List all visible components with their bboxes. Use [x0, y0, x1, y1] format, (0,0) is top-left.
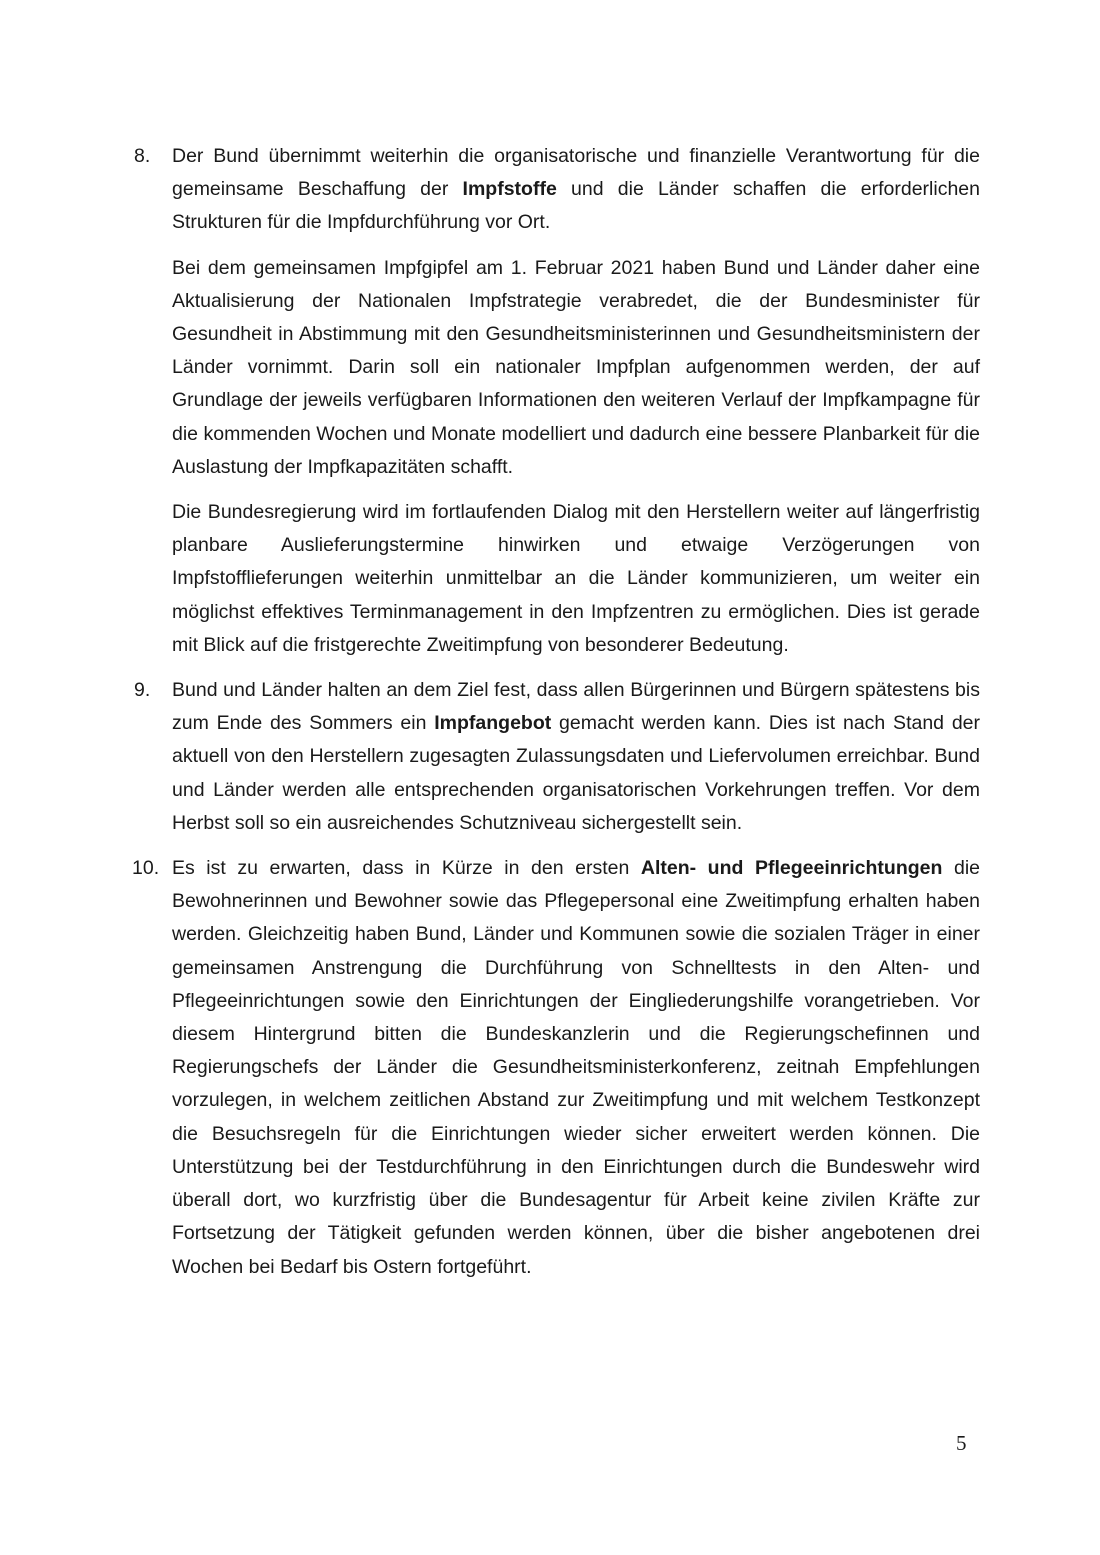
bold-term: Impfstoffe	[462, 178, 557, 201]
text-run: Bei dem gemeinsamen Impfgipfel am 1. Februar 2021 haben Bund und Länder daher eine Aktualisierung der Nationalen Impfstrategie verabredet, die der Bundesminister für Gesundheit in Abstimmung mit den Gesundheitsministerinnen und Gesundheitsministern der Länder vornimmt. Darin soll ein nationaler Impfplan aufgenommen werden, der auf Grundlage der jeweils verfügbaren Informationen den weiteren Verlauf der Impfkampagne für die kommenden Wochen und Monate modelliert und dadurch eine bessere Planbarkeit für die Auslastung der Impfkapazitäten schafft.	[172, 256, 980, 478]
list-item	[0, 674, 1100, 840]
text-run: Die Bundesregierung wird im fortlaufenden Dialog mit den Herstellern weiter auf längerfristig planbare Auslieferungstermine hinwirken und etwaige Verzögerungen von Impfstofflieferungen weiterhin unmittelbar an die Länder kommunizieren, um weiter ein möglichst effektives Terminmanagement in den Impfzentren zu ermöglichen. Dies ist gerade mit Blick auf die fristgerechte Zweitimpfung von besonderer Bedeutung.	[172, 501, 980, 656]
list-item	[0, 852, 1100, 1284]
text-run: Der Bund übernimmt weiterhin die organisatorische und finanzielle Verantwortung für die gemeinsame Beschaffung der	[172, 145, 980, 201]
paragraph	[172, 852, 980, 1284]
bold-term: Impfangebot	[434, 712, 552, 735]
text-run: die Bewohnerinnen und Bewohner sowie das Pflegepersonal eine Zweitimpfung erhalten haben werden. Gleichzeitig haben Bund, Länder und Kommunen sowie die sozialen Träger in einer gemeinsamen Anstrengung die Durchführung von Schnelltests in den Alten- und Pflegeeinrichtungen sowie den Einrichtungen der Eingliederungshilfe vorangetrieben. Vor diesem Hintergrund bitten die Bundeskanzlerin und die Regierungschefinnen und Regierungschefs der Länder die Gesundheitsministerkonferenz, zeitnah Empfehlungen vorzulegen, in welchem zeitlichen Abstand zur Zweitimpfung und mit welchem Testkonzept die Besuchsregeln für die Einrichtungen wieder sicher erweitert werden können. Die Unterstützung bei der Testdurchführung in den Einrichtungen durch die Bundeswehr wird überall dort, wo kurzfristig über die Bundesagentur für Arbeit keine zivilen Kräfte zur Fortsetzung der Tätigkeit gefunden werden können, über die bisher angebotenen drei Wochen bei Bedarf bis Ostern fortgeführt.	[172, 857, 980, 1278]
list-item-number: 10.	[132, 857, 160, 880]
text-run: und die Länder schaffen die erforderlichen Strukturen für die Impfdurchführung vor Ort.	[172, 178, 980, 234]
text-run: Bund und Länder halten an dem Ziel fest, dass allen Bürgerinnen und Bürgern spätestens bis zum Ende des Sommers ein	[172, 679, 980, 735]
text-run: Es ist zu erwarten, dass in Kürze in den ersten	[172, 857, 641, 880]
document-body	[0, 140, 1100, 1296]
paragraph	[172, 496, 980, 662]
list-item-number: 9.	[134, 679, 151, 702]
bold-term: Alten- und Pflegeeinrichtungen	[640, 857, 943, 880]
paragraph	[172, 252, 980, 484]
page-number: 5	[956, 1431, 967, 1455]
paragraph	[172, 674, 980, 840]
list-item-number: 8.	[134, 145, 151, 167]
text-run: gemacht werden kann. Dies ist nach Stand der aktuell von den Herstellern zugesagten Zulassungsdaten und Liefervolumen erreichbar. Bund und Länder werden alle entsprechenden organisatorischen Vorkehrungen treffen. Vor dem Herbst soll so ein ausreichendes Schutzniveau sichergestellt sein.	[172, 712, 980, 834]
paragraph	[172, 140, 980, 240]
list-item	[0, 140, 1100, 662]
